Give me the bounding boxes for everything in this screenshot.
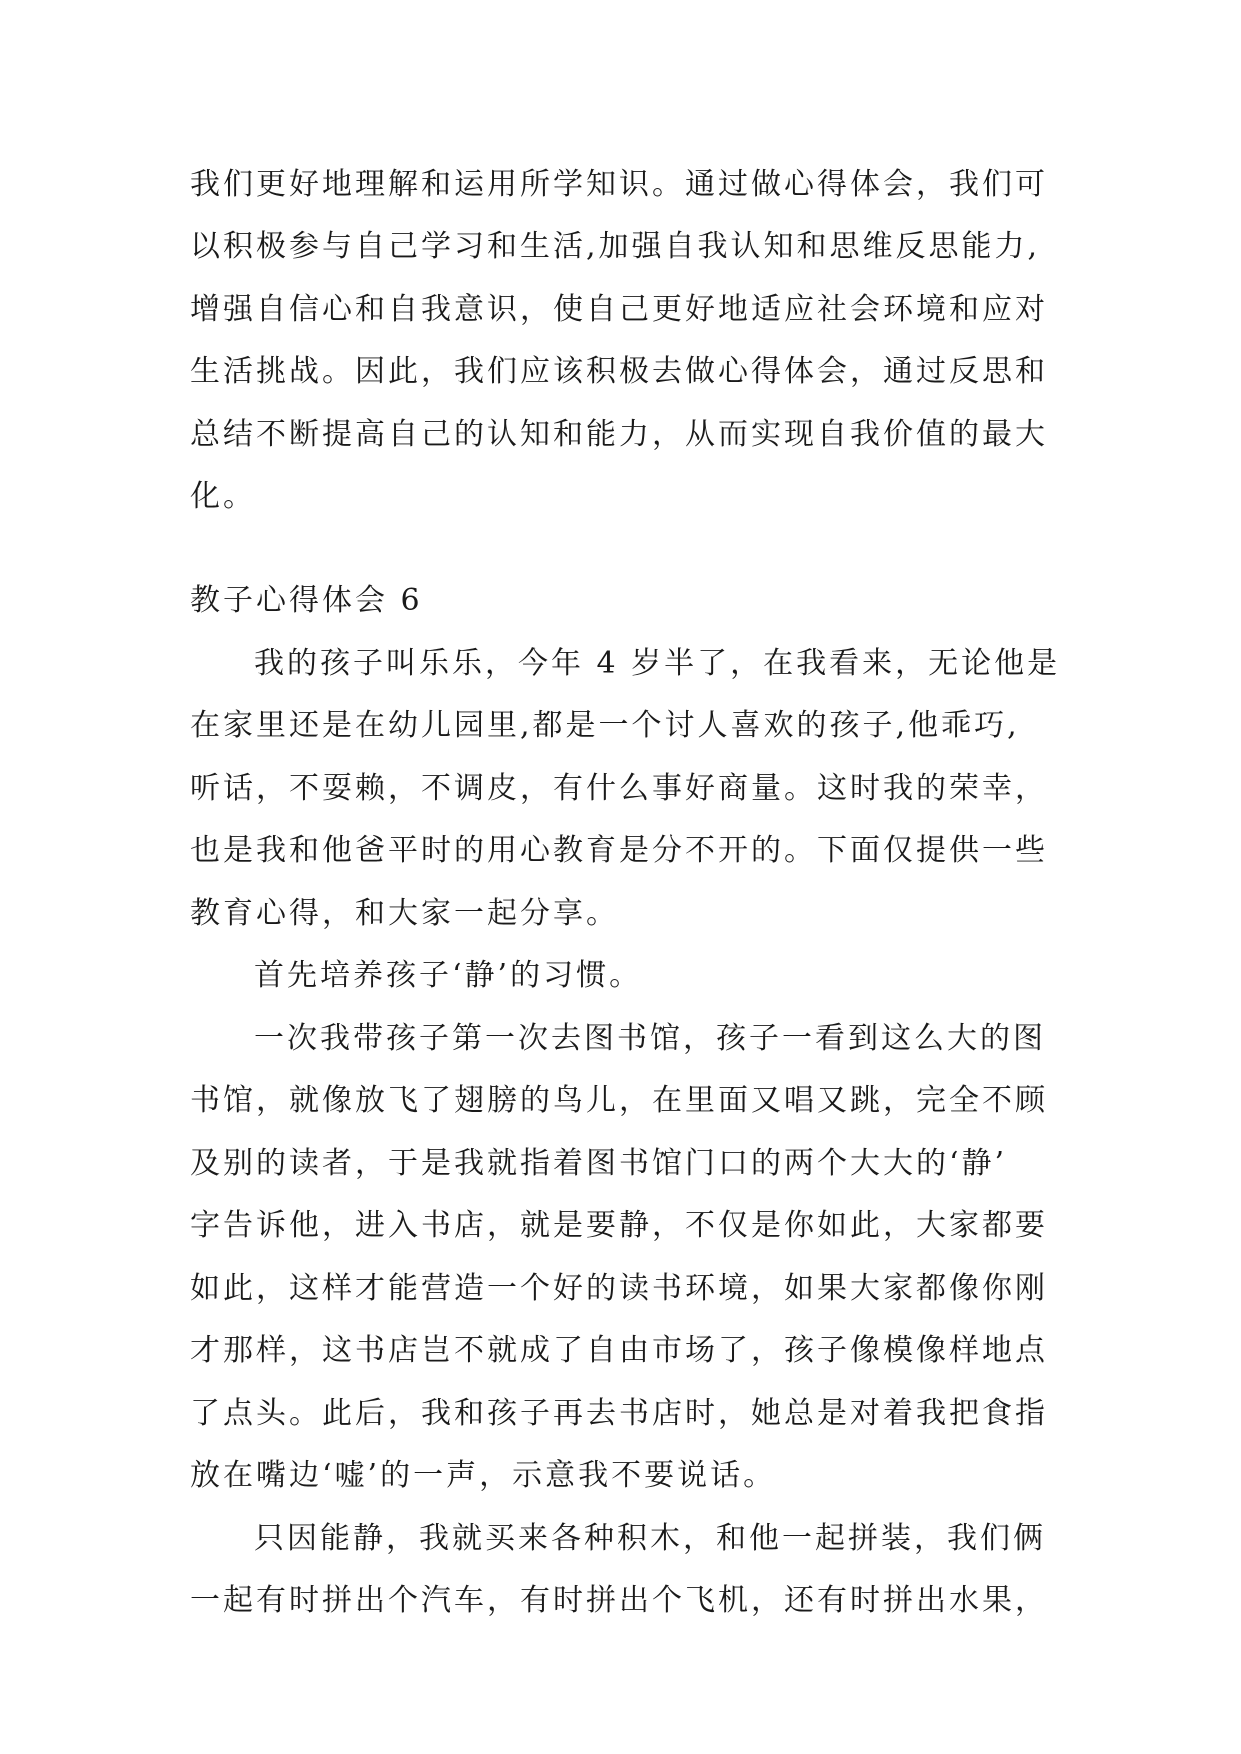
paragraph1-line-1: 我的孩子叫乐乐，今年 4 岁半了，在我看来，无论他是 [254, 646, 1061, 681]
paragraph4-line-2: 一起有时拼出个汽车，有时拼出个飞机，还有时拼出水果， [190, 1583, 1048, 1618]
paragraph3-line-1: 一次我带孩子第一次去图书馆，孩子一看到这么大的图 [254, 1021, 1046, 1056]
paragraph4-line-1: 只因能静，我就买来各种积木，和他一起拼装，我们俩 [254, 1521, 1046, 1556]
section-title: 教子心得体会 6 [190, 583, 423, 618]
paragraph2-line-1: 首先培养孩子‘静’的习惯。 [254, 958, 643, 993]
intro-line-4: 生活挑战。因此，我们应该积极去做心得体会，通过反思和 [190, 354, 1048, 389]
paragraph1-line-2: 在家里还是在幼儿园里,都是一个讨人喜欢的孩子,他乖巧, [190, 708, 1020, 743]
paragraph3-line-7: 了点头。此后，我和孩子再去书店时，她总是对着我把食指 [190, 1396, 1048, 1431]
paragraph3-line-8: 放在嘴边‘嘘’的一声，示意我不要说话。 [190, 1458, 777, 1493]
paragraph3-line-4: 字告诉他，进入书店，就是要静，不仅是你如此，大家都要 [190, 1208, 1048, 1243]
paragraph1-line-4: 也是我和他爸平时的用心教育是分不开的。下面仅提供一些 [190, 833, 1048, 868]
intro-line-5: 总结不断提高自己的认知和能力，从而实现自我价值的最大 [190, 417, 1048, 452]
intro-line-2: 以积极参与自己学习和生活,加强自我认知和思维反思能力, [190, 229, 1041, 264]
paragraph1-line-5: 教育心得，和大家一起分享。 [190, 896, 619, 931]
paragraph3-line-5: 如此，这样才能营造一个好的读书环境，如果大家都像你刚 [190, 1271, 1048, 1306]
intro-line-1: 我们更好地理解和运用所学知识。通过做心得体会，我们可 [190, 167, 1048, 202]
intro-line-6: 化。 [190, 479, 256, 514]
paragraph3-line-3: 及别的读者，于是我就指着图书馆门口的两个大大的‘静’ [190, 1146, 1008, 1181]
paragraph3-line-6: 才那样，这书店岂不就成了自由市场了，孩子像模像样地点 [190, 1333, 1048, 1368]
paragraph1-line-3: 听话，不耍赖，不调皮，有什么事好商量。这时我的荣幸， [190, 771, 1048, 806]
intro-line-3: 增强自信心和自我意识，使自己更好地适应社会环境和应对 [190, 292, 1048, 327]
paragraph3-line-2: 书馆，就像放飞了翅膀的鸟儿，在里面又唱又跳，完全不顾 [190, 1083, 1048, 1118]
